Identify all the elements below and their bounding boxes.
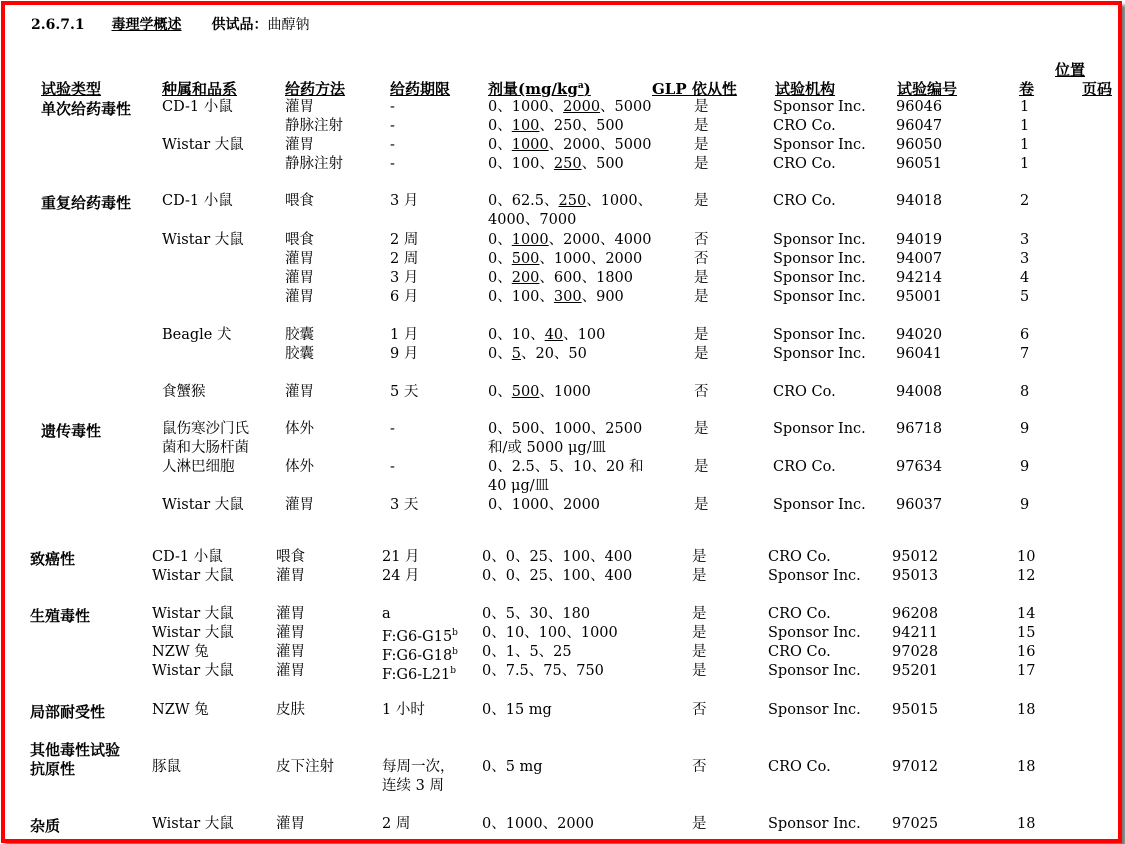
- cell-species: NZW 兔: [152, 702, 209, 718]
- cell-species: CD-1 小鼠: [162, 193, 233, 209]
- dose-value-highlighted: 300: [553, 289, 582, 305]
- cell-volume: 1: [1020, 118, 1030, 134]
- cell-glp: 是: [692, 568, 707, 584]
- cell-study-number: 95015: [892, 702, 939, 718]
- dose-value-highlighted: 100: [511, 118, 540, 134]
- footnote-marker: b: [452, 628, 458, 638]
- cell-species: 菌和大肠杆菌: [162, 440, 249, 456]
- cell-route: 灌胃: [276, 568, 305, 584]
- cell-volume: 9: [1020, 459, 1030, 475]
- cell-facility: Sponsor Inc.: [773, 327, 866, 343]
- cell-dose: 和/或 5000 μg/皿: [488, 440, 607, 456]
- cell-study-number: 94008: [896, 384, 943, 400]
- cell-duration: 6 月: [390, 289, 419, 305]
- dose-value: 0、1000、2000: [482, 816, 595, 832]
- cell-species: Wistar 大鼠: [152, 816, 234, 832]
- cell-glp: 是: [692, 625, 707, 641]
- category-single-dose: 单次给药毒性: [41, 100, 132, 118]
- cell-duration: -: [390, 137, 395, 153]
- cell-duration: 3 天: [390, 497, 419, 513]
- cell-facility: CRO Co.: [773, 384, 836, 400]
- cell-study-number: 94211: [892, 625, 939, 641]
- cell-facility: CRO Co.: [773, 156, 836, 172]
- cell-study-number: 96037: [896, 497, 943, 513]
- cell-duration: 3 月: [390, 193, 419, 209]
- cell-facility: CRO Co.: [773, 193, 836, 209]
- cell-glp: 否: [692, 759, 707, 775]
- dose-value: 0、0、25、100、400: [482, 568, 633, 584]
- header-study-number: 试验编号: [897, 80, 958, 98]
- dose-value-highlighted: 5: [511, 346, 521, 362]
- cell-volume: 1: [1020, 156, 1030, 172]
- cell-dose: [482, 662, 604, 681]
- cell-duration: 每周一次，: [382, 759, 455, 775]
- category-reproductive: 生殖毒性: [30, 607, 91, 625]
- cell-species: 鼠伤寒沙门氏: [162, 421, 249, 437]
- cell-volume: 15: [1017, 625, 1036, 641]
- dose-value: 0、: [488, 232, 512, 248]
- cell-glp: 否: [692, 702, 707, 718]
- cell-dose: 4000、7000: [488, 212, 577, 228]
- dose-value: 0、100、: [488, 156, 554, 172]
- dose-value-highlighted: 200: [511, 270, 540, 286]
- cell-glp: 是: [692, 606, 707, 622]
- cell-glp: 是: [694, 118, 709, 134]
- cell-facility: Sponsor Inc.: [768, 702, 861, 718]
- cell-species: Wistar 大鼠: [152, 606, 234, 622]
- cell-facility: Sponsor Inc.: [773, 251, 866, 267]
- cell-study-number: 96718: [896, 421, 943, 437]
- document-frame: [1, 1, 1122, 843]
- cell-route: 喂食: [285, 193, 314, 209]
- cell-duration: 3 月: [390, 270, 419, 286]
- cell-route: 静脉注射: [285, 118, 343, 134]
- dose-value-highlighted: 40: [544, 327, 564, 343]
- cell-glp: 否: [694, 232, 709, 248]
- section-heading: 毒理学概述: [111, 17, 182, 33]
- cell-volume: 4: [1020, 270, 1030, 286]
- cell-volume: 10: [1017, 549, 1036, 565]
- dose-value-highlighted: 1000: [511, 232, 549, 248]
- cell-glp: 是: [694, 421, 709, 437]
- cell-volume: 5: [1020, 289, 1030, 305]
- category-impurity: 杂质: [30, 817, 61, 835]
- header-species: 种属和品系: [162, 80, 238, 98]
- cell-dose: [482, 548, 632, 567]
- cell-facility: Sponsor Inc.: [768, 816, 861, 832]
- dose-value: 0、: [488, 251, 512, 267]
- cell-route: 喂食: [285, 232, 314, 248]
- cell-route: 皮肤: [276, 702, 305, 718]
- header-type: 试验类型: [41, 80, 102, 98]
- cell-duration: -: [390, 459, 395, 475]
- cell-study-number: 96047: [896, 118, 943, 134]
- cell-route: 灌胃: [285, 137, 314, 153]
- dose-value: 0、7.5、75、750: [482, 663, 604, 679]
- cell-duration: -: [390, 99, 395, 115]
- cell-duration: a: [382, 606, 391, 622]
- dose-value: 0、1000、: [488, 99, 564, 115]
- cell-facility: CRO Co.: [768, 606, 831, 622]
- header-facility: 试验机构: [775, 80, 836, 98]
- header-duration: 给药期限: [390, 80, 451, 98]
- cell-study-number: 96041: [896, 346, 943, 362]
- footnote-marker: b: [452, 647, 458, 657]
- cell-facility: Sponsor Inc.: [773, 99, 866, 115]
- cell-dose: [488, 288, 624, 307]
- dose-value: 0、0、25、100、400: [482, 549, 633, 565]
- dose-value-highlighted: 500: [511, 384, 540, 400]
- cell-route: 喂食: [276, 549, 305, 565]
- cell-glp: 是: [694, 193, 709, 209]
- cell-glp: 是: [694, 289, 709, 305]
- cell-study-number: 97025: [892, 816, 939, 832]
- cell-dose: [488, 231, 651, 250]
- cell-duration: F:G6-G18$^b$: [382, 647, 458, 664]
- dose-value: 0、62.5、: [488, 193, 559, 209]
- cell-volume: 17: [1017, 663, 1036, 679]
- cell-dose: [488, 155, 624, 174]
- cell-route: 胶囊: [285, 346, 314, 362]
- cell-volume: 2: [1020, 193, 1030, 209]
- dose-value: 0、1、5、25: [482, 644, 572, 660]
- cell-volume: 1: [1020, 137, 1030, 153]
- category-other-toxicity: 其他毒性试验: [30, 741, 121, 759]
- dose-value: 、900: [581, 289, 624, 305]
- cell-volume: 3: [1020, 232, 1030, 248]
- cell-dose: [488, 420, 642, 439]
- cell-route: 静脉注射: [285, 156, 343, 172]
- cell-dose: [488, 458, 644, 477]
- cell-volume: 16: [1017, 644, 1036, 660]
- header-route: 给药方法: [285, 80, 346, 98]
- cell-species: Wistar 大鼠: [162, 137, 244, 153]
- dose-value: 、100: [563, 327, 606, 343]
- cell-glp: 是: [694, 346, 709, 362]
- cell-volume: 9: [1020, 497, 1030, 513]
- cell-species: 人淋巴细胞: [162, 459, 235, 475]
- category-repeat-dose: 重复给药毒性: [41, 194, 132, 212]
- cell-glp: 是: [694, 327, 709, 343]
- dose-value: 、5000: [600, 99, 652, 115]
- cell-study-number: 95201: [892, 663, 939, 679]
- cell-route: 体外: [285, 421, 314, 437]
- cell-study-number: 95001: [896, 289, 943, 305]
- cell-study-number: 94018: [896, 193, 943, 209]
- dose-value: 0、100、: [488, 289, 554, 305]
- dose-value: 、20、50: [520, 346, 587, 362]
- header-dose: 剂量$(mg/kg^a)$: [488, 80, 591, 98]
- cell-facility: Sponsor Inc.: [773, 421, 866, 437]
- dose-value: 0、: [488, 346, 512, 362]
- cell-facility: CRO Co.: [768, 549, 831, 565]
- category-antigenicity: 抗原性: [30, 760, 76, 778]
- cell-glp: 否: [694, 384, 709, 400]
- cell-dose: [488, 117, 624, 136]
- cell-study-number: 96208: [892, 606, 939, 622]
- dose-value-highlighted: 1000: [511, 137, 549, 153]
- cell-facility: Sponsor Inc.: [768, 663, 861, 679]
- cell-glp: 是: [694, 99, 709, 115]
- dose-value-highlighted: 500: [511, 251, 540, 267]
- cell-study-number: 94020: [896, 327, 943, 343]
- cell-dose: [482, 624, 618, 643]
- document-page: [10, 5, 1120, 843]
- cell-glp: 是: [694, 270, 709, 286]
- cell-glp: 是: [694, 137, 709, 153]
- cell-volume: 1: [1020, 99, 1030, 115]
- cell-route: 灌胃: [285, 99, 314, 115]
- cell-duration: -: [390, 118, 395, 134]
- cell-duration: F:G6-L21$^b$: [382, 666, 456, 683]
- cell-volume: 8: [1020, 384, 1030, 400]
- cell-glp: 是: [694, 459, 709, 475]
- cell-route: 灌胃: [285, 289, 314, 305]
- cell-route: 灌胃: [276, 663, 305, 679]
- dose-value: 、500: [581, 156, 624, 172]
- dose-value-highlighted: 250: [558, 193, 587, 209]
- dose-value: 0、10、100、1000: [482, 625, 618, 641]
- cell-duration: 9 月: [390, 346, 419, 362]
- cell-species: NZW 兔: [152, 644, 209, 660]
- cell-duration: -: [390, 156, 395, 172]
- cell-duration: 2 周: [382, 816, 411, 832]
- cell-route: 灌胃: [276, 625, 305, 641]
- cell-facility: Sponsor Inc.: [773, 137, 866, 153]
- cell-facility: Sponsor Inc.: [773, 346, 866, 362]
- cell-study-number: 94019: [896, 232, 943, 248]
- category-genotoxicity: 遗传毒性: [41, 422, 102, 440]
- cell-facility: Sponsor Inc.: [768, 568, 861, 584]
- cell-glp: 是: [692, 644, 707, 660]
- cell-volume: 14: [1017, 606, 1036, 622]
- dose-value-highlighted: 2000: [563, 99, 601, 115]
- cell-dose: [488, 250, 642, 269]
- dose-value: 、2000、4000: [548, 232, 652, 248]
- dose-value: 、1000、: [586, 193, 653, 209]
- cell-species: Wistar 大鼠: [162, 497, 244, 513]
- cell-dose: [482, 758, 543, 777]
- cell-study-number: 97634: [896, 459, 943, 475]
- cell-dose: [488, 269, 633, 288]
- cell-species: CD-1 小鼠: [162, 99, 233, 115]
- cell-volume: 7: [1020, 346, 1030, 362]
- cell-study-number: 96046: [896, 99, 943, 115]
- section-title: [31, 14, 310, 34]
- cell-glp: 是: [692, 663, 707, 679]
- cell-species: Wistar 大鼠: [162, 232, 244, 248]
- header-volume: 卷: [1019, 80, 1035, 98]
- cell-volume: 12: [1017, 568, 1036, 584]
- cell-dose: [488, 192, 652, 211]
- dose-value: 0、15 mg: [482, 702, 552, 718]
- cell-facility: CRO Co.: [773, 459, 836, 475]
- dose-value: 0、10、: [488, 327, 545, 343]
- cell-dose: [482, 643, 572, 662]
- cell-dose: [488, 345, 587, 364]
- cell-study-number: 97012: [892, 759, 939, 775]
- cell-volume: 18: [1017, 702, 1036, 718]
- category-carcinogenicity: 致癌性: [30, 550, 76, 568]
- dose-value: 、600、1800: [539, 270, 633, 286]
- cell-dose: [488, 496, 600, 515]
- cell-duration: 24 月: [382, 568, 420, 584]
- cell-glp: 是: [692, 549, 707, 565]
- cell-species: Wistar 大鼠: [152, 625, 234, 641]
- cell-facility: CRO Co.: [768, 644, 831, 660]
- cell-study-number: 94007: [896, 251, 943, 267]
- cell-dose: [488, 383, 591, 402]
- cell-duration: 2 周: [390, 232, 419, 248]
- cell-dose: [488, 98, 651, 117]
- cell-duration: 2 周: [390, 251, 419, 267]
- drug-label: 供试品：: [211, 17, 268, 33]
- dose-value: 0、500、1000、2500: [488, 421, 643, 437]
- cell-facility: Sponsor Inc.: [768, 625, 861, 641]
- cell-volume: 9: [1020, 421, 1030, 437]
- cell-route: 灌胃: [276, 606, 305, 622]
- cell-facility: CRO Co.: [768, 759, 831, 775]
- cell-glp: 是: [692, 816, 707, 832]
- cell-volume: 3: [1020, 251, 1030, 267]
- dose-value: 0、5、30、180: [482, 606, 591, 622]
- cell-species: Wistar 大鼠: [152, 663, 234, 679]
- cell-species: CD-1 小鼠: [152, 549, 223, 565]
- dose-value: 0、: [488, 270, 512, 286]
- cell-study-number: 94214: [896, 270, 943, 286]
- cell-dose: [482, 567, 632, 586]
- section-number: 2.6.7.1: [31, 17, 85, 33]
- cell-facility: Sponsor Inc.: [773, 232, 866, 248]
- cell-species: Beagle 犬: [162, 327, 232, 343]
- cell-dose: [482, 701, 552, 720]
- cell-route: 灌胃: [276, 644, 305, 660]
- cell-glp: 否: [694, 251, 709, 267]
- cell-facility: Sponsor Inc.: [773, 270, 866, 286]
- header-location: 位置: [1055, 61, 1086, 79]
- cell-dose: [482, 815, 594, 834]
- cell-route: 皮下注射: [276, 759, 334, 775]
- cell-study-number: 97028: [892, 644, 939, 660]
- cell-duration: 连续 3 周: [382, 778, 444, 794]
- cell-route: 灌胃: [285, 384, 314, 400]
- cell-species: Wistar 大鼠: [152, 568, 234, 584]
- cell-duration: 5 天: [390, 384, 419, 400]
- cell-study-number: 95012: [892, 549, 939, 565]
- dose-value: 、1000、2000: [539, 251, 643, 267]
- cell-route: 灌胃: [285, 270, 314, 286]
- cell-glp: 是: [694, 497, 709, 513]
- dose-value: 0、: [488, 137, 512, 153]
- cell-facility: CRO Co.: [773, 118, 836, 134]
- cell-route: 灌胃: [276, 816, 305, 832]
- cell-species: 食蟹猴: [162, 384, 206, 400]
- dose-value: 0、1000、2000: [488, 497, 601, 513]
- cell-dose: [488, 136, 651, 155]
- cell-dose: [482, 605, 590, 624]
- cell-species: 豚鼠: [152, 759, 181, 775]
- drug-name: 曲醇钠: [267, 17, 310, 33]
- cell-duration: F:G6-G15$^b$: [382, 628, 458, 645]
- header-glp: GLP 依从性: [652, 80, 737, 98]
- dose-value: 0、2.5、5、10、20 和: [488, 459, 644, 475]
- cell-glp: 是: [694, 156, 709, 172]
- cell-duration: 21 月: [382, 549, 420, 565]
- cell-duration: 1 月: [390, 327, 419, 343]
- dose-value: 0、: [488, 384, 512, 400]
- cell-duration: -: [390, 421, 395, 437]
- footnote-marker: b: [450, 666, 456, 676]
- cell-facility: Sponsor Inc.: [773, 289, 866, 305]
- dose-value-highlighted: 250: [553, 156, 582, 172]
- cell-study-number: 96050: [896, 137, 943, 153]
- cell-duration: 1 小时: [382, 702, 425, 718]
- cell-dose: [488, 326, 605, 345]
- cell-route: 胶囊: [285, 327, 314, 343]
- cell-study-number: 96051: [896, 156, 943, 172]
- cell-route: 灌胃: [285, 251, 314, 267]
- dose-value: 0、5 mg: [482, 759, 543, 775]
- cell-volume: 18: [1017, 759, 1036, 775]
- cell-facility: Sponsor Inc.: [773, 497, 866, 513]
- cell-route: 灌胃: [285, 497, 314, 513]
- header-page: 页码: [1082, 80, 1113, 98]
- cell-volume: 6: [1020, 327, 1030, 343]
- dose-value: 、1000: [539, 384, 591, 400]
- dose-value: 、2000、5000: [548, 137, 652, 153]
- cell-study-number: 95013: [892, 568, 939, 584]
- category-local-tolerance: 局部耐受性: [30, 703, 106, 721]
- dose-value: 、250、500: [539, 118, 624, 134]
- cell-volume: 18: [1017, 816, 1036, 832]
- dose-value: 0、: [488, 118, 512, 134]
- cell-dose: 40 μg/皿: [488, 478, 550, 494]
- cell-route: 体外: [285, 459, 314, 475]
